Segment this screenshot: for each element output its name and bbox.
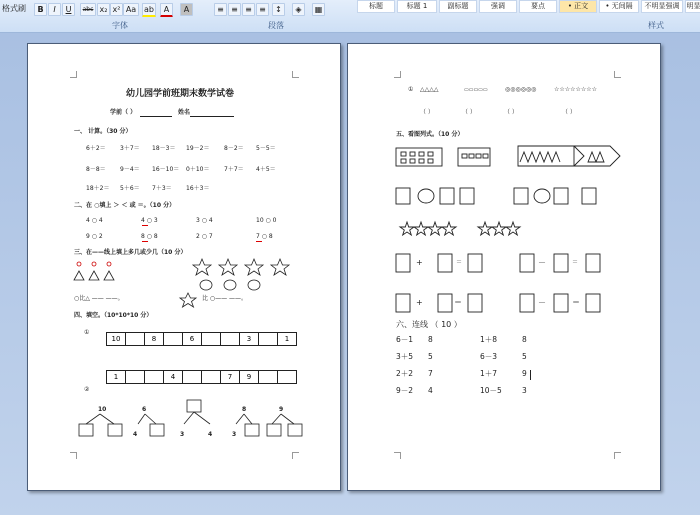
compare-item: 9 ○ 2 — [86, 233, 103, 240]
compare-item: 3 ○ 4 — [196, 217, 213, 224]
calc-item: 7＋7＝ — [224, 166, 244, 173]
match-item: 1＋7 — [480, 369, 498, 378]
page-2 — [347, 43, 661, 491]
equals-sign: ＝ — [572, 298, 580, 307]
font-color-button[interactable]: A — [160, 3, 173, 17]
number-cell: 10 — [107, 333, 126, 345]
tree-bottom: 3 — [180, 431, 185, 438]
match-item: 6－1 — [396, 335, 414, 344]
justify-icon[interactable]: ≡ — [256, 3, 269, 16]
answer-paren: （ ） — [562, 109, 576, 116]
match-item: 3＋5 — [396, 352, 414, 361]
match-item: 10－5 — [480, 386, 502, 395]
calc-item: 19－2＝ — [186, 145, 210, 152]
section-4-title: 四、填空。（10*10*10 分） — [74, 312, 153, 319]
number-cell: 4 — [164, 371, 183, 383]
number-bond-trees — [28, 44, 340, 490]
line-spacing-icon[interactable]: ↕ — [272, 3, 285, 16]
tree-top: 9 — [279, 406, 284, 413]
circles-row: ◎◎◎◎◎◎ — [505, 86, 537, 93]
section-6-title: 六、连线 （ 10 ） — [396, 320, 462, 329]
style-intense[interactable]: 明显 — [685, 0, 700, 13]
s3-right-prompt: 比 ○—— ——。 — [202, 295, 248, 302]
borders-icon[interactable]: ▦ — [312, 3, 325, 16]
name-label: 姓名 — [178, 109, 191, 116]
tree-bottom: 3 — [232, 431, 237, 438]
tree-top: 10 — [98, 406, 107, 413]
superscript-button[interactable]: x² — [110, 3, 123, 16]
answer-paren: （ ） — [462, 109, 476, 116]
compare-item: 8 ○ 8 — [141, 233, 158, 240]
triangles-row: △△△△ — [420, 86, 439, 93]
answer-paren: （ ） — [504, 109, 518, 116]
underline-button[interactable]: U — [62, 3, 75, 16]
calc-item: 5－5＝ — [256, 145, 276, 152]
minus-sign: － — [538, 258, 546, 267]
match-item: 8 — [428, 335, 433, 344]
align-center-icon[interactable]: ≡ — [228, 3, 241, 16]
plus-sign: + — [416, 258, 423, 267]
calc-item: 3＋7＝ — [120, 145, 140, 152]
calc-item: 8－2＝ — [224, 145, 244, 152]
paragraph-group-label: 段落 — [268, 21, 284, 30]
italic-button[interactable]: I — [48, 3, 61, 16]
number-cell: 3 — [240, 333, 259, 345]
number-cell: 9 — [240, 371, 259, 383]
match-item: 6－3 — [480, 352, 498, 361]
tree-top: 8 — [242, 406, 247, 413]
calc-item: 6＋2＝ — [86, 145, 106, 152]
match-item: 2＋2 — [396, 369, 414, 378]
match-item: 3 — [522, 386, 527, 395]
style-key-point[interactable]: 要点 — [519, 0, 557, 13]
compare-item: 4 ○ 4 — [86, 217, 103, 224]
tree-bottom: 4 — [208, 431, 213, 438]
calc-item: 4＋5＝ — [256, 166, 276, 173]
stars-row: ☆☆☆☆☆☆☆☆ — [554, 86, 598, 93]
s3-left-prompt: ○比△ —— ——。 — [74, 295, 124, 302]
calc-item: 18－3＝ — [152, 145, 176, 152]
subscript-button[interactable]: x₂ — [97, 3, 110, 16]
number-cell: 7 — [221, 371, 240, 383]
equals-sign: ＝ — [456, 259, 463, 266]
strikethrough-button[interactable]: abc — [80, 3, 96, 16]
section-2-title: 二、在 ○填上 ＞ ＜ 或 ＝。（10 分） — [74, 202, 176, 209]
answer-paren: （ ） — [420, 109, 434, 116]
style-no-spacing[interactable]: • 无间隔 — [599, 0, 639, 13]
style-subtitle[interactable]: 副标题 — [439, 0, 477, 13]
text-cursor — [530, 370, 531, 380]
compare-item: 4 ○ 3 — [141, 217, 158, 224]
plus-sign: + — [416, 298, 423, 307]
q1-marker: ① — [84, 329, 90, 336]
style-normal[interactable]: • 正文 — [559, 0, 597, 13]
match-item: 5 — [428, 352, 433, 361]
style-heading[interactable]: 标题 — [357, 0, 395, 13]
compare-item: 10 ○ 0 — [256, 217, 277, 224]
match-item: 9－2 — [396, 386, 414, 395]
style-emphasis[interactable]: 强调 — [479, 0, 517, 13]
change-case-button[interactable]: Aa — [123, 3, 139, 16]
match-item: 5 — [522, 352, 527, 361]
format-painter-button[interactable]: 格式刷 — [2, 4, 26, 13]
calc-item: 9－4＝ — [120, 166, 140, 173]
style-heading-1[interactable]: 标题 1 — [397, 0, 437, 13]
match-item: 7 — [428, 369, 433, 378]
number-cell: 1 — [284, 335, 290, 343]
page-1 — [27, 43, 341, 491]
styles-group-label: 样式 — [648, 21, 664, 30]
calc-item: 0＋10＝ — [186, 166, 210, 173]
char-shading-button[interactable]: A — [180, 3, 193, 16]
number-cell: 6 — [183, 333, 202, 345]
align-right-icon[interactable]: ≡ — [242, 3, 255, 16]
section-5-title: 五、看图列式。（10 分） — [396, 131, 464, 138]
calc-item: 18＋2＝ — [86, 185, 110, 192]
section-3-title: 三、在——线上填上多几或少几（10 分） — [74, 249, 187, 256]
style-subtle-emphasis[interactable]: 不明显强调 — [641, 0, 683, 13]
match-item: 9 — [522, 369, 527, 378]
calc-item: 8－8＝ — [86, 166, 106, 173]
calc-item: 16＋3＝ — [186, 185, 210, 192]
highlight-button[interactable]: ab — [142, 3, 156, 17]
calc-item: 7＋3＝ — [152, 185, 172, 192]
page-title: 幼儿园学前班期末数学试卷 — [126, 89, 235, 99]
equals-sign: ＝ — [572, 259, 579, 266]
compare-item: 2 ○ 7 — [196, 233, 213, 240]
equals-sign: ＝ — [454, 298, 462, 307]
section-1-title: 一、 计算。（30 分） — [74, 128, 132, 135]
p2-q1-marker: ① — [408, 86, 414, 93]
q2-marker: ② — [84, 386, 90, 393]
bold-button[interactable]: B — [34, 3, 47, 16]
tree-top: 6 — [142, 406, 147, 413]
match-item: 8 — [522, 335, 527, 344]
match-item: 1＋8 — [480, 335, 498, 344]
number-cell: 1 — [107, 371, 126, 383]
ribbon — [0, 0, 700, 33]
minus-sign: － — [538, 298, 546, 307]
number-cell: 8 — [145, 333, 164, 345]
calc-item: 5＋6＝ — [120, 185, 140, 192]
picture-equation-figures — [348, 44, 660, 490]
match-item: 4 — [428, 386, 433, 395]
compare-item: 7 ○ 8 — [256, 233, 273, 240]
rectangles-row: ▭▭▭▭▭ — [464, 87, 488, 93]
school-label: 学前（ ） — [110, 109, 137, 116]
align-left-icon[interactable]: ≡ — [214, 3, 227, 16]
tree-bottom: 4 — [133, 431, 138, 438]
font-group-label: 字体 — [112, 21, 128, 30]
shading-icon[interactable]: ◈ — [292, 3, 305, 16]
calc-item: 16－10＝ — [152, 166, 180, 173]
